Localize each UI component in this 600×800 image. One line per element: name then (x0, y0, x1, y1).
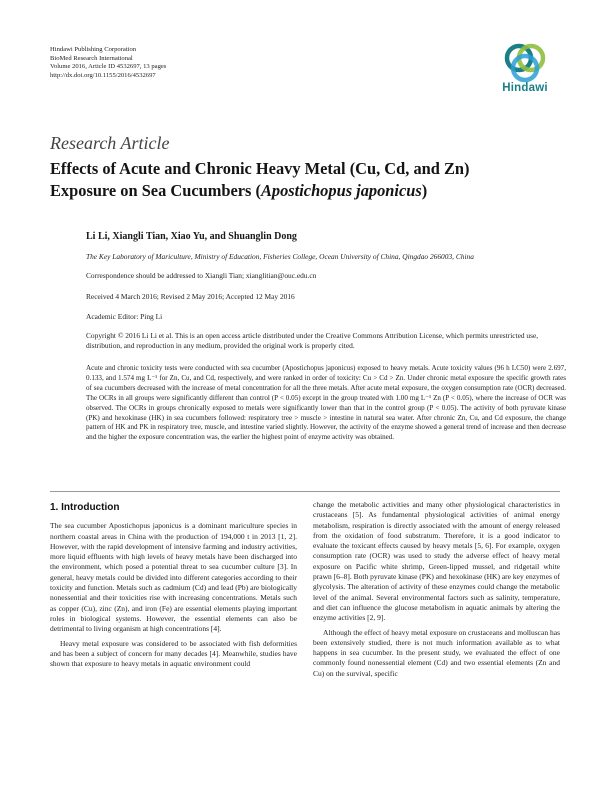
received-dates: Received 4 March 2016; Revised 2 May 2016; Accepted 12 May 2016 (86, 292, 295, 301)
volume-info: Volume 2016, Article ID 4532697, 13 pages (50, 63, 167, 71)
intro-paragraph-1: The sea cucumber Apostichopus japonicus is a dominant mariculture species in northern coastal areas in China with the production of 194,000 t in 2013 [1, 2]. However, with the rapid development of intensive farming and industry activities, more liquid effluents with high levels of heavy metals have been discharged into the environment, which posed a potential threat to sea cucumber culture [3]. In general, heavy metals could be divided into different categories according to their toxicity and function. Metals such as cadmium (Cd) and lead (Pb) are biologically nonessential and their toxicities rise with increasing concentrations. Metals such as copper (Cu), zinc (Zn), and iron (Fe) are essential elements playing important roles in biological systems. However, the essential elements can also be detrimental to living organism at high concentrations [4]. (50, 521, 297, 634)
affiliation: The Key Laboratory of Mariculture, Ministry of Education, Fisheries College, Ocean University of China, Qingdao 266003, China (86, 252, 474, 261)
copyright-notice: Copyright © 2016 Li Li et al. This is an open access article distributed under the Creative Commons Attribution License, which permits unrestricted use, distribution, and reproduction in any medium, provided the original work is properly cited. (86, 331, 539, 350)
section-divider (50, 491, 560, 492)
title-line-1: Effects of Acute and Chronic Heavy Metal (Cu, Cd, and Zn) (50, 159, 470, 178)
academic-editor: Academic Editor: Ping Li (86, 312, 163, 321)
logo-text: Hindawi (502, 82, 548, 94)
author-list: Li Li, Xiangli Tian, Xiao Yu, and Shuanglin Dong (86, 231, 297, 242)
intro-paragraph-4: Although the effect of heavy metal exposure on crustaceans and molluscan has been extensively studied, there is not much information available as to what happens in sea cucumber. In the present study, we evaluated the effect of one commonly found nonessential element (Cd) and two essential elements (Zn and Cu) on the survival, specific (313, 627, 560, 678)
correspondence: Correspondence should be addressed to Xiangli Tian; xianglitian@ouc.edu.cn (86, 271, 317, 280)
hindawi-rings-icon (502, 42, 548, 84)
title-line-2 (50, 180, 560, 202)
article-title (50, 158, 560, 202)
section-heading-introduction: 1. Introduction (50, 502, 120, 513)
title-prefix: Exposure on Sea Cucumbers ( (50, 181, 261, 200)
title-suffix: ) (421, 181, 428, 200)
journal-header (50, 46, 166, 80)
publisher-name: Hindawi Publishing Corporation (50, 46, 137, 53)
journal-name: BioMed Research International (50, 54, 133, 62)
intro-paragraph-2: Heavy metal exposure was considered to be associated with fish deformities and has been a subject of concern for many decades [4]. Meanwhile, studies have shown that exposure to heavy metals in aquatic environment could (50, 638, 297, 669)
article-type: Research Article (50, 133, 170, 153)
title-species: Apostichopus japonicus (260, 181, 422, 200)
hindawi-logo (495, 42, 555, 104)
abstract: Acute and chronic toxicity tests were conducted with sea cucumber (Apostichopus japonicus) exposed to heavy metals. Acute toxicity values (96 h LC50) were 2.697, 0.133, and 1.574 mg L⁻¹ for Zn, Cu, and Cd, respectively, and were ranked in order of toxicity: Cu > Cd > Zn. Under chronic metal exposure the specific growth rates of sea cucumbers decreased with the increase of metal concentration for all the three metals. After acute metal exposure, the oxygen consumption rate (OCR) decreased. The OCRs in all groups were significantly different than control (P < 0.05) except in the group treated with 1.00 mg L⁻¹ Zn (P < 0.05), where the increase of OCR was observed. The OCRs in groups chronically exposed to metals were significantly lower than that in the control group (P < 0.05). The activity of both pyruvate kinase (PK) and hexokinase (HK) in sea cucumbers followed: respiratory tree > muscle > intestine in natural sea water. After chronic Zn, Cu, and Cd exposure, the change pattern of HK and PK in respiratory tree, muscle, and intestine varied slightly. However, the activity of the enzyme showed a general trend of increase and then decrease and the higher the exposure concentration was, the earlier the highest point of enzyme activity was obtained. (86, 364, 566, 442)
right-column (313, 500, 560, 683)
doi-link[interactable]: http://dx.doi.org/10.1155/2016/4532697 (50, 71, 156, 79)
intro-paragraph-3: change the metabolic activities and many other physiological characteristics in crustaceans [5]. As fundamental physiological activities of animal energy metabolism, respiration is directly associated with the amount of energy released from the oxidation of food substratum. Therefore, it is a good indicator to evaluate the toxicant effects caused by heavy metals [5, 6]. For example, oxygen consumption rate (OCR) was used to study the adverse effect of heavy metal exposure on Pacific white shrimp, Green-lipped mussel, and ridgetail white prawn [6–8]. Both pyruvate kinase (PK) and hexokinase (HK) are key enzymes of glycolysis. The alteration of activity of these enzymes could change the metabolic level of the animal. Several environmental factors such as salinity, temperature, and diet can influence the glucose metabolism in aquatic animals by altering the enzyme activities [2, 9]. (313, 500, 560, 623)
left-column (50, 503, 297, 673)
